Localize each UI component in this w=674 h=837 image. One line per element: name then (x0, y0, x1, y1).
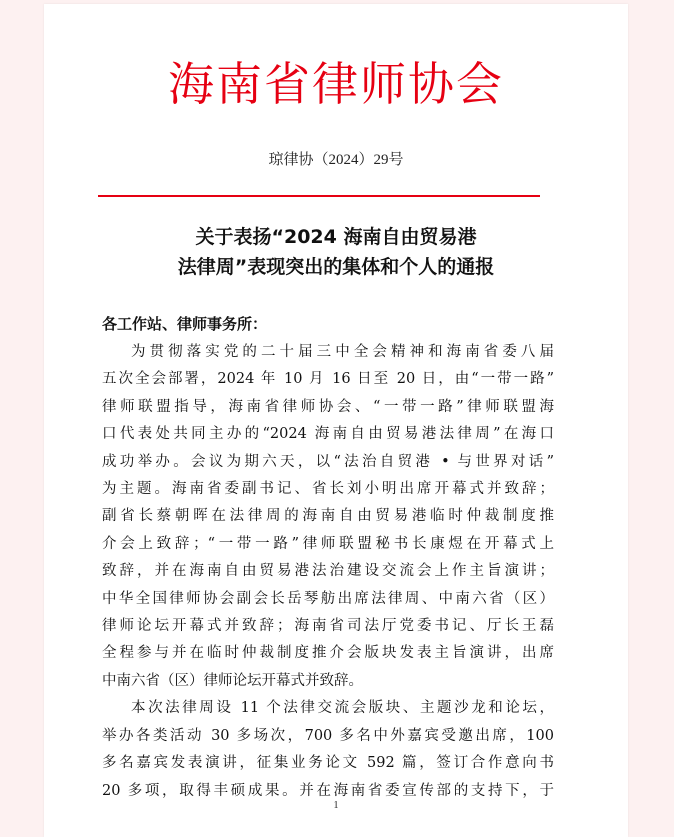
text-line: 成功举办。会议为期六天，以“法治自贸港 • 与世界对话” (102, 453, 554, 470)
title-line-1: 关于表扬“2024 海南自由贸易港 (195, 226, 477, 248)
paragraph-2 (102, 695, 554, 805)
paragraph-1 (102, 339, 554, 695)
org-name-header: 海南省律师协会 (168, 57, 504, 111)
document-page (44, 4, 628, 837)
text-line: 律师论坛开幕式并致辞；海南省司法厅党委书记、厅长王磊 (102, 618, 554, 635)
text-line: 律师联盟指导，海南省律师协会、“一带一路”律师联盟海 (102, 398, 554, 415)
salutation: 各工作站、律师事务所： (102, 315, 268, 333)
page-number: 1 (333, 800, 339, 811)
text-line: 本次法律周设 11 个法律交流会版块、主题沙龙和论坛， (131, 700, 554, 717)
text-line: 多名嘉宾发表演讲，征集业务论文 592 篇，签订合作意向书 (102, 755, 554, 772)
text-line: 中南六省（区）律师论坛开幕式并致辞。 (102, 672, 363, 689)
text-line: 介会上致辞；“一带一路”律师联盟秘书长康煜在开幕式上 (102, 535, 554, 552)
document-title (44, 222, 628, 282)
document-number: 琼律协（2024）29号 (268, 152, 404, 168)
text-line: 为贯彻落实党的二十届三中全会精神和海南省委八届 (131, 344, 554, 360)
title-line-2: 法律周”表现突出的集体和个人的通报 (177, 256, 495, 278)
text-line: 五次全会部署，2024 年 10 月 16 日至 20 日，由“一带一路” (102, 371, 554, 388)
text-line: 全程参与并在临时仲裁制度推介会版块发表主旨演讲，出席 (102, 645, 554, 662)
red-divider-line (98, 195, 540, 197)
text-line: 举办各类活动 30 多场次，700 多名中外嘉宾受邀出席，100 (102, 727, 554, 744)
text-line: 口代表处共同主办的“2024 海南自由贸易港法律周”在海口 (102, 426, 554, 443)
text-line: 中华全国律师协会副会长岳琴舫出席法律周、中南六省（区） (102, 590, 554, 607)
text-line: 致辞，并在海南自由贸易港法治建设交流会上作主旨演讲； (102, 563, 554, 580)
text-line: 为主题。海南省委副书记、省长刘小明出席开幕式并致辞； (102, 481, 554, 498)
text-line: 20 多项，取得丰硕成果。并在海南省委宣传部的支持下，于 (102, 782, 554, 799)
text-line: 副省长蔡朝晖在法律周的海南自由贸易港临时仲裁制度推 (102, 508, 554, 525)
document-body (102, 339, 554, 805)
